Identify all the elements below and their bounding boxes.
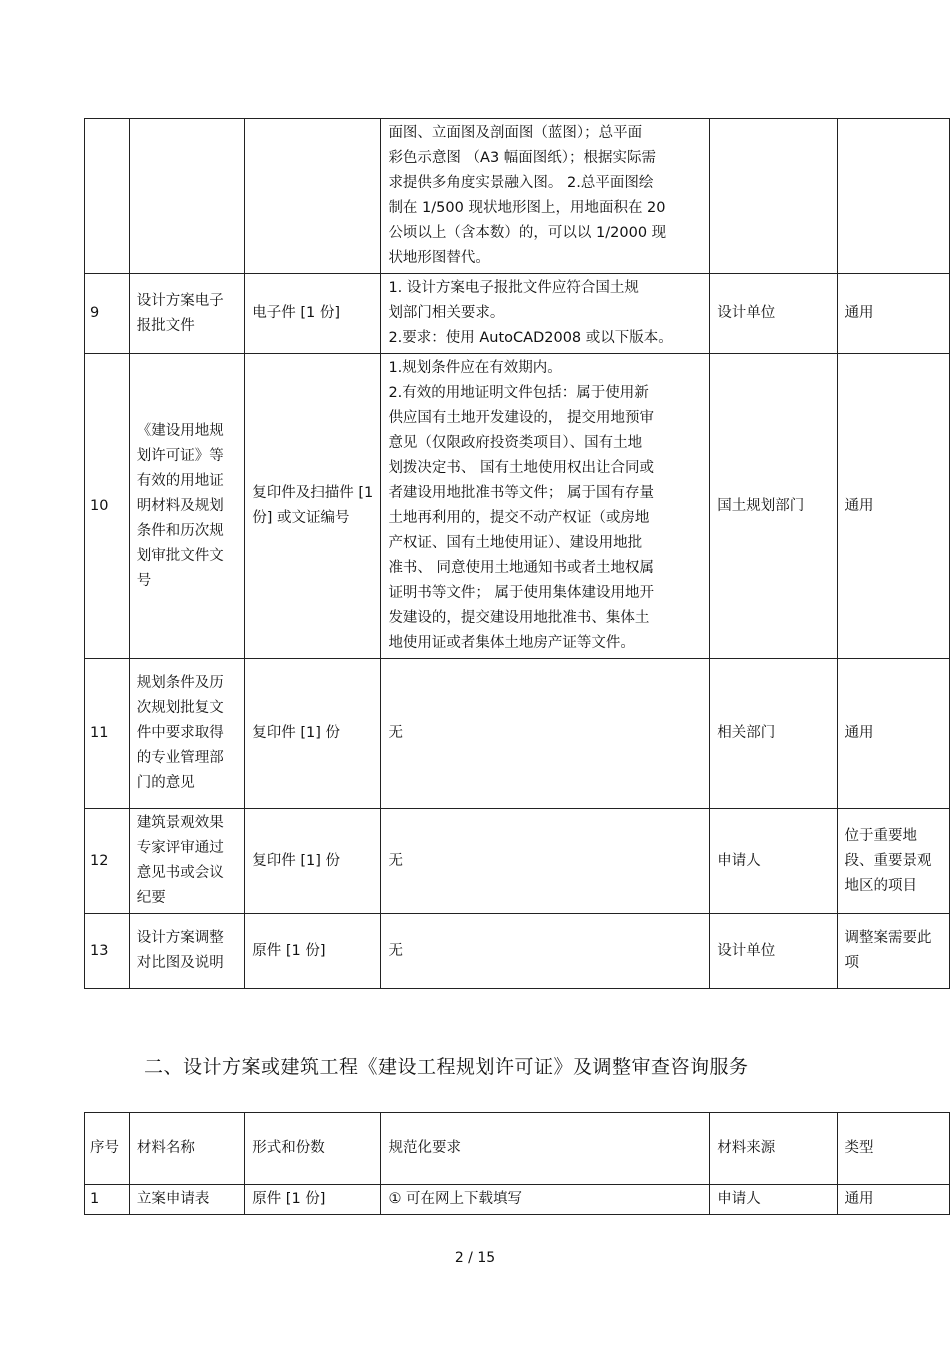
req-line: 意见（仅限政府投资类项目）、国有土地 [388,435,643,451]
req-line: 面图、立面图及剖面图（蓝图）；总平面 [388,125,643,141]
header-type: 类型 [837,1113,949,1185]
req-line: 1. 设计方案电子报批文件应符合国土规 [388,280,639,296]
cell-requirement: 无 [381,809,710,914]
header-source: 材料来源 [710,1113,837,1185]
cell-no: 11 [85,659,130,809]
cell-name: 立案申请表 [129,1185,244,1215]
section-heading: 二、设计方案或建筑工程《建设工程规划许可证》及调整审查咨询服务 [144,1056,749,1078]
cell-requirement: 无 [381,659,710,809]
cell-no: 12 [85,809,130,914]
cell-requirement [381,354,710,659]
page-number: 2 / 15 [454,1250,496,1266]
cell-no: 9 [85,274,130,354]
req-line: 求提供多角度实景融入图。 2.总平面图绘 [388,175,654,191]
cell-source: 国土规划部门 [710,354,837,659]
cell-source: 相关部门 [710,659,837,809]
cell-type: 通用 [837,1185,949,1215]
cell-requirement [381,119,710,274]
cell-requirement: ① 可在网上下载填写 [381,1185,710,1215]
table-row [85,809,950,914]
req-line: 准书、 同意使用土地通知书或者土地权属 [388,560,655,576]
req-line: 状地形图替代。 [388,250,490,266]
cell-no: 10 [85,354,130,659]
cell-form [245,119,381,274]
req-line: 2.有效的用地证明文件包括：属于使用新 [388,385,649,401]
table-row [85,659,950,809]
cell-name: 设计方案调整对比图及说明 [129,914,244,989]
cell-no: 13 [85,914,130,989]
materials-table-continued [84,118,950,989]
cell-type: 通用 [837,659,950,809]
table-row [85,1185,950,1215]
req-line: 公顷以上（含本数）的，可以以 1/2000 现 [388,225,667,241]
req-line: 彩色示意图 （A3 幅面图纸）；根据实际需 [388,150,657,166]
cell-form: 复印件及扫描件 [1 份] 或文证编号 [245,354,381,659]
header-requirement: 规范化要求 [381,1113,710,1185]
req-line: 2.要求：使用 AutoCAD2008 或以下版本。 [388,330,673,346]
cell-name [129,119,244,274]
cell-no [85,119,130,274]
req-line: 制在 1/500 现状地形图上，用地面积在 20 [388,200,666,216]
header-name: 材料名称 [129,1113,244,1185]
cell-source: 设计单位 [710,914,837,989]
header-form: 形式和份数 [245,1113,381,1185]
req-line: 1.规划条件应在有效期内。 [388,360,562,376]
cell-type: 通用 [837,274,950,354]
table-row [85,119,950,274]
cell-type: 通用 [837,354,950,659]
cell-form: 电子件 [1 份] [245,274,381,354]
cell-source: 设计单位 [710,274,837,354]
cell-form: 原件 [1 份] [245,914,381,989]
cell-form: 原件 [1 份] [245,1185,381,1215]
cell-name: 设计方案电子报批文件 [129,274,244,354]
cell-requirement: 无 [381,914,710,989]
req-line: 地使用证或者集体土地房产证等文件。 [388,635,635,651]
materials-table [84,1112,950,1215]
cell-requirement [381,274,710,354]
table-row [85,274,950,354]
table-row [85,914,950,989]
cell-type: 位于重要地段、重要景观地区的项目 [837,809,950,914]
req-line: 划拨决定书、 国有土地使用权出让合同或 [388,460,655,476]
req-line: 土地再利用的，提交不动产权证（或房地 [388,510,650,526]
cell-no: 1 [85,1185,130,1215]
table-row [85,354,950,659]
cell-type [837,119,950,274]
req-line: 发建设的，提交建设用地批准书、集体土 [388,610,650,626]
cell-form: 复印件 [1] 份 [245,809,381,914]
req-line: 划部门相关要求。 [388,305,505,321]
cell-source [710,119,837,274]
req-line: 者建设用地批准书等文件； 属于国有存量 [388,485,655,501]
cell-name: 规划条件及历次规划批复文件中要求取得的专业管理部门的意见 [129,659,244,809]
cell-source: 申请人 [710,809,837,914]
cell-source: 申请人 [710,1185,837,1215]
req-line: 供应国有土地开发建设的， 提交用地预审 [388,410,655,426]
cell-type: 调整案需要此项 [837,914,950,989]
cell-form: 复印件 [1] 份 [245,659,381,809]
cell-name: 《建设用地规划许可证》等有效的用地证明材料及规划条件和历次规划审批文件文号 [129,354,244,659]
cell-name: 建筑景观效果专家评审通过意见书或会议纪要 [129,809,244,914]
req-line: 证明书等文件； 属于使用集体建设用地开 [388,585,655,601]
table-header-row [85,1113,950,1185]
req-line: 产权证、国有土地使用证）、建设用地批 [388,535,643,551]
header-no: 序号 [85,1113,130,1185]
